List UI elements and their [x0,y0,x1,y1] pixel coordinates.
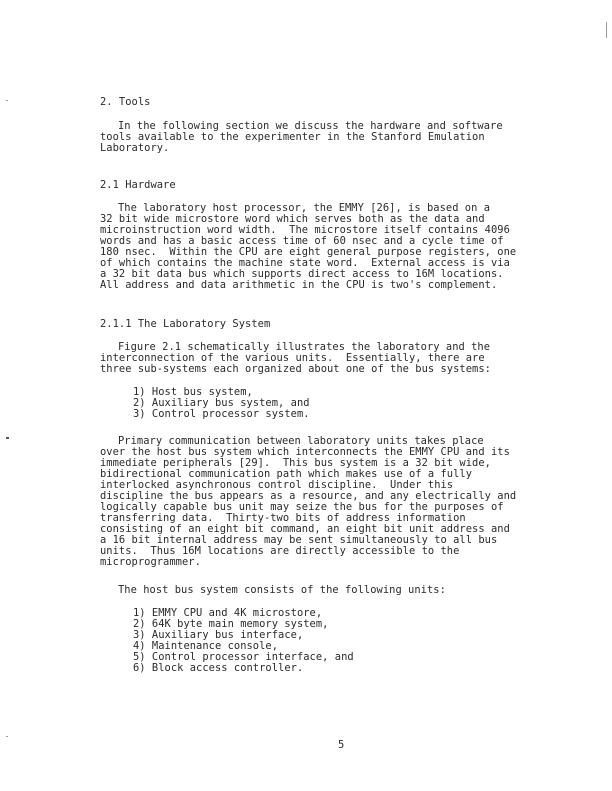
scan-mark-left-3 [6,736,8,737]
lab-para2-line: immediate peripherals [29]. This bus system is a 32 bit wide, [100,457,491,469]
list-item: 4) Maintenance console, [133,640,279,652]
list-item: 1) EMMY CPU and 4K microstore, [133,607,323,619]
lab-system-heading: 2.1.1 The Laboratory System [100,318,271,330]
scan-mark-left-2 [6,437,9,439]
lab-para2-line: interlocked asynchronous control discipline. Under this [100,479,454,491]
lab-para3-line: The host bus system consists of the following units: [118,584,446,596]
scan-mark-top-right [606,22,607,38]
lab-para2-line: logically capable bus unit may seize the bus for the purposes of [100,501,504,513]
page-number: 5 [338,739,345,751]
lab-para2-line: a 16 bit internal address may be sent simultaneously to all bus [100,534,498,546]
hardware-heading: 2.1 Hardware [100,179,176,191]
scan-mark-left-1 [6,100,8,101]
lab-para2-line: discipline the bus appears as a resource, and any electrically and [100,490,517,502]
intro-line: In the following section we discuss the hardware and software [118,120,503,132]
lab-para2-line: consisting of an eight bit command, an eight bit unit address and [100,523,510,535]
hardware-line: All address and data arithmetic in the CPU is two's complement. [100,279,498,291]
hardware-line: words and has a basic access time of 60 nsec and a cycle time of [100,235,504,247]
list-item: 3) Auxiliary bus interface, [133,629,304,641]
list-item: 5) Control processor interface, and [133,651,354,663]
hardware-line: 180 nsec. Within the CPU are eight general purpose registers, one [100,246,517,258]
hardware-line: 32 bit wide microstore word which serves both as the data and [100,213,485,225]
hardware-line: of which contains the machine state word. External access is via [100,257,510,269]
section-heading: 2. Tools [100,96,151,108]
lab-para1-line: interconnection of the various units. Essentially, there are [100,352,485,364]
lab-para2-line: transferring data. Thirty-two bits of address information [100,512,466,524]
lab-para2-line: units. Thus 16M locations are directly accessible to the [100,545,460,557]
intro-line: Laboratory. [100,142,170,154]
lab-para2-line: bidirectional communication path which makes use of a fully [100,468,473,480]
hardware-line: The laboratory host processor, the EMMY [26], is based on a [118,202,491,214]
list-item: 1) Host bus system, [133,386,253,398]
list-item: 6) Block access controller. [133,662,304,674]
lab-para2-line: microprogrammer. [100,556,201,568]
list-item: 2) 64K byte main memory system, [133,618,329,630]
lab-para1-line: Figure 2.1 schematically illustrates the laboratory and the [118,341,491,353]
hardware-line: a 32 bit data bus which supports direct access to 16M locations. [100,268,504,280]
intro-line: tools available to the experimenter in the Stanford Emulation [100,131,485,143]
hardware-line: microinstruction word width. The microstore itself contains 4096 [100,224,510,236]
lab-para2-line: over the host bus system which interconnects the EMMY CPU and its [100,446,510,458]
lab-para2-line: Primary communication between laboratory units takes place [118,435,484,447]
list-item: 2) Auxiliary bus system, and [133,397,310,409]
lab-para1-line: three sub-systems each organized about one of the bus systems: [100,363,491,375]
list-item: 3) Control processor system. [133,408,310,420]
